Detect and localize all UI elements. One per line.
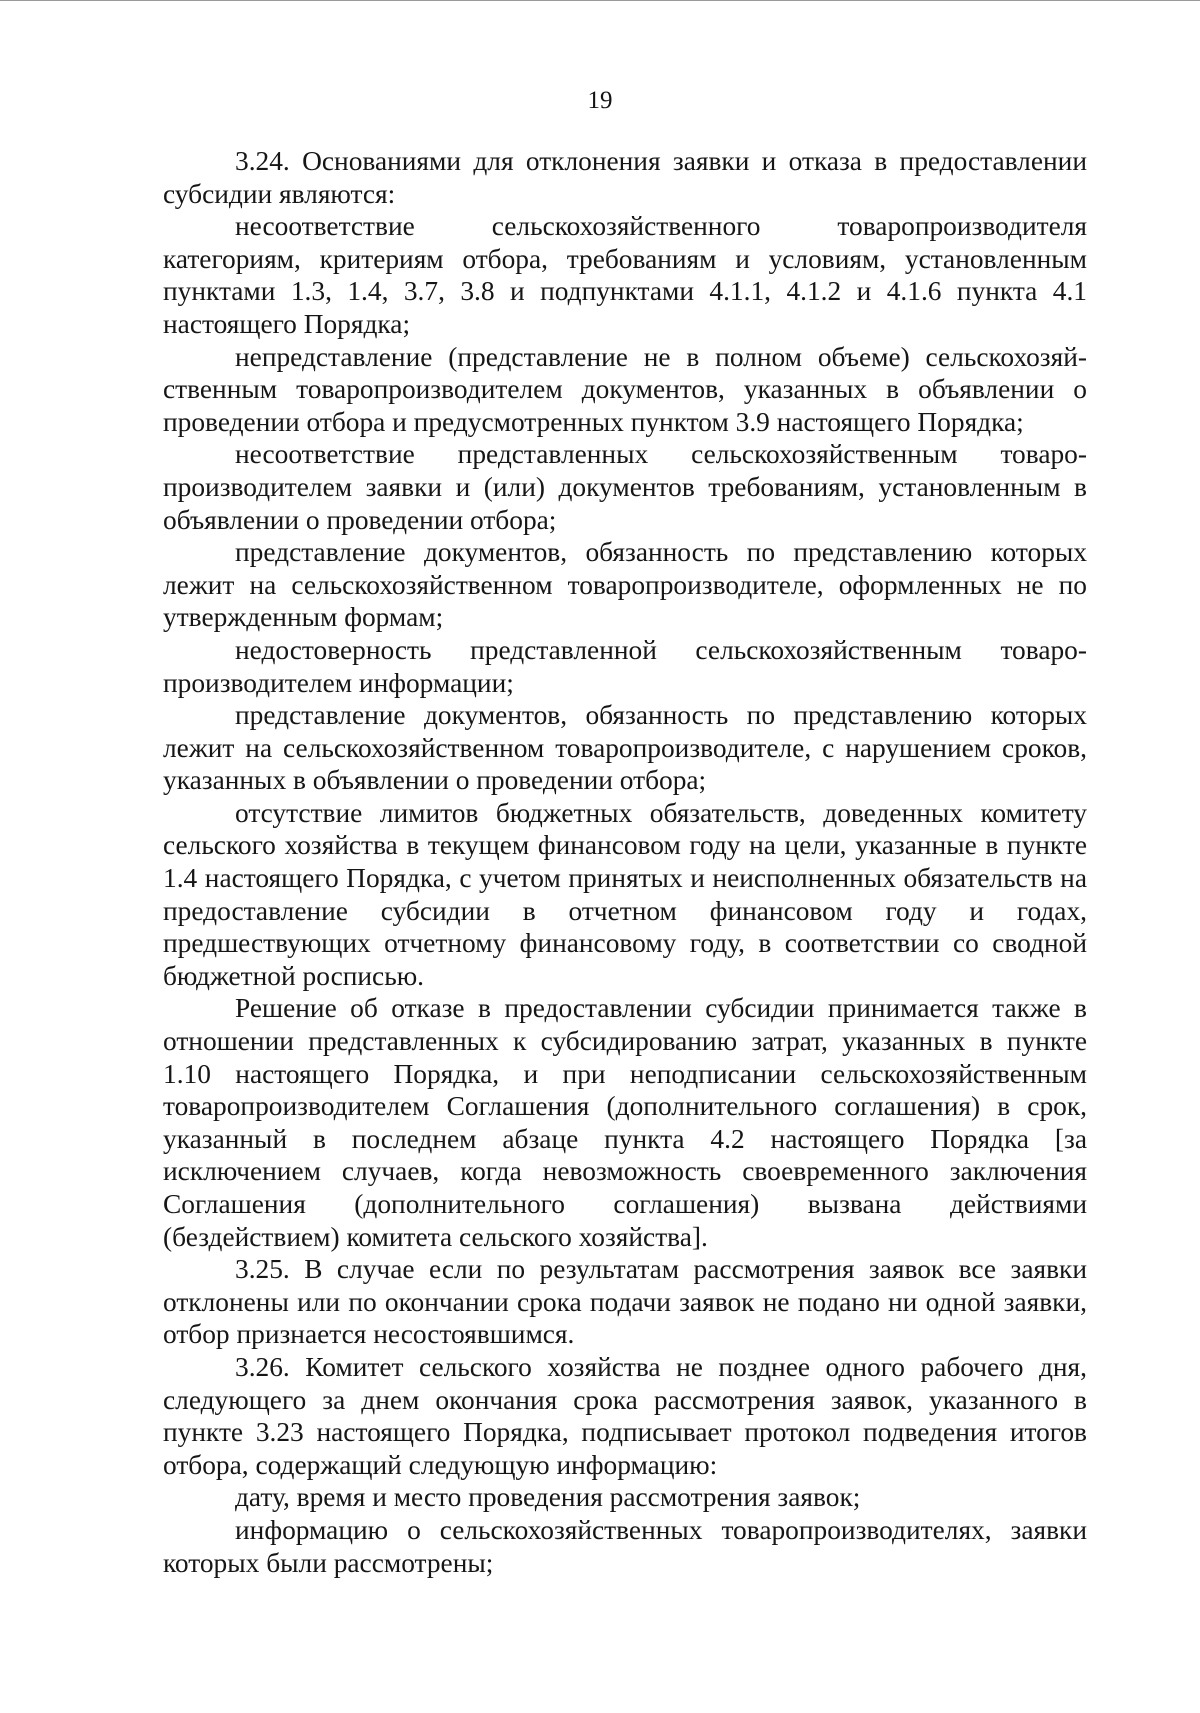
document-text-body <box>163 145 1087 1579</box>
paragraph-requirements-mismatch: несоответствие представленных сельскохозяйственным товаропроизводителем заявки и (или) документов требованиям, установленным в объявлении о проведении отбора; <box>163 439 1087 535</box>
paragraph-no-budget-limits: отсутствие лимитов бюджетных обязательств, доведенных комитету сельского хозяйства в текущем финансовом году на цели, указанные в пункте 1.4 настоящего Порядка, с учетом принятых и неисполненных обязательств на предоставление субсидии в отчетном финансовом году и годах, предшествующих отчетному финансовому году, в соответствии со сводной бюджетной росписью. <box>163 797 1087 991</box>
paragraph-wrong-forms: представление документов, обязанность по представлению которых лежит на сельскохозяйственном товаропроизводителе, оформленных не по утвержденным формам; <box>163 537 1087 633</box>
paragraph-criteria-mismatch: несоответствие сельскохозяйственного товаропроизводителя категориям, критериям отбора, требованиям и условиям, установленным пунктами 1.3, 1.4, 3.7, 3.8 и подпунктами 4.1.1, 4.1.2 и 4.1.6 пункта 4.1 настоящего Порядка; <box>163 211 1087 339</box>
paragraph-3-24-intro: 3.24. Основаниями для отклонения заявки и отказа в предоставлении субсидии являются: <box>163 146 1087 209</box>
paragraph-3-26: 3.26. Комитет сельского хозяйства не позднее одного рабочего дня, следующего за днем окончания срока рассмотрения заявок, указанного в пункте 3.23 настоящего Порядка, подписывает протокол подведения итогов отбора, содержащий следующую информацию: <box>163 1351 1087 1480</box>
paragraph-deadline-violation: представление документов, обязанность по представлению которых лежит на сельскохозяйственном товаропроизводителе, с нарушением сроков, указанных в объявлении о проведении отбора; <box>163 700 1087 796</box>
paragraph-producers-info: информацию о сельскохозяйственных товаропроизводителях, заявки которых были рассмотрены; <box>163 1514 1087 1578</box>
paragraph-3-25: 3.25. В случае если по результатам рассмотрения заявок все заявки отклонены или по окончании срока подачи заявок не подано ни одной заявки, отбор признается несостоявшимся. <box>163 1254 1087 1350</box>
paragraph-date-time-place: дату, время и место проведения рассмотрения заявок; <box>235 1482 861 1513</box>
paragraph-refusal-decision: Решение об отказе в предоставлении субсидии принимается также в отношении представленных к субсидированию затрат, указанных в пункте 1.10 настоящего Порядка, и при неподписании сельскохозяйственным товаропроизводителем Соглашения (дополнительного соглашения) в срок, указанный в последнем абзаце пункта 4.2 настоящего Порядка [за исключением случаев, когда невозможность своевременного заключения Соглашения (дополнительного соглашения) вызвана действиями (бездействием) комитета сельского хозяйства]. <box>163 993 1087 1252</box>
paragraph-unreliable-info: недостоверность представленной сельскохозяйственным товаропроизводителем информации; <box>163 634 1087 698</box>
page-number: 19 <box>587 87 613 114</box>
paragraph-documents-not-submitted: непредставление (представление не в полном объеме) сельскохозяйственным товаропроизводителем документов, указанных в объявлении о проведении отбора и предусмотренных пунктом 3.9 настоящего Порядка; <box>163 341 1087 437</box>
